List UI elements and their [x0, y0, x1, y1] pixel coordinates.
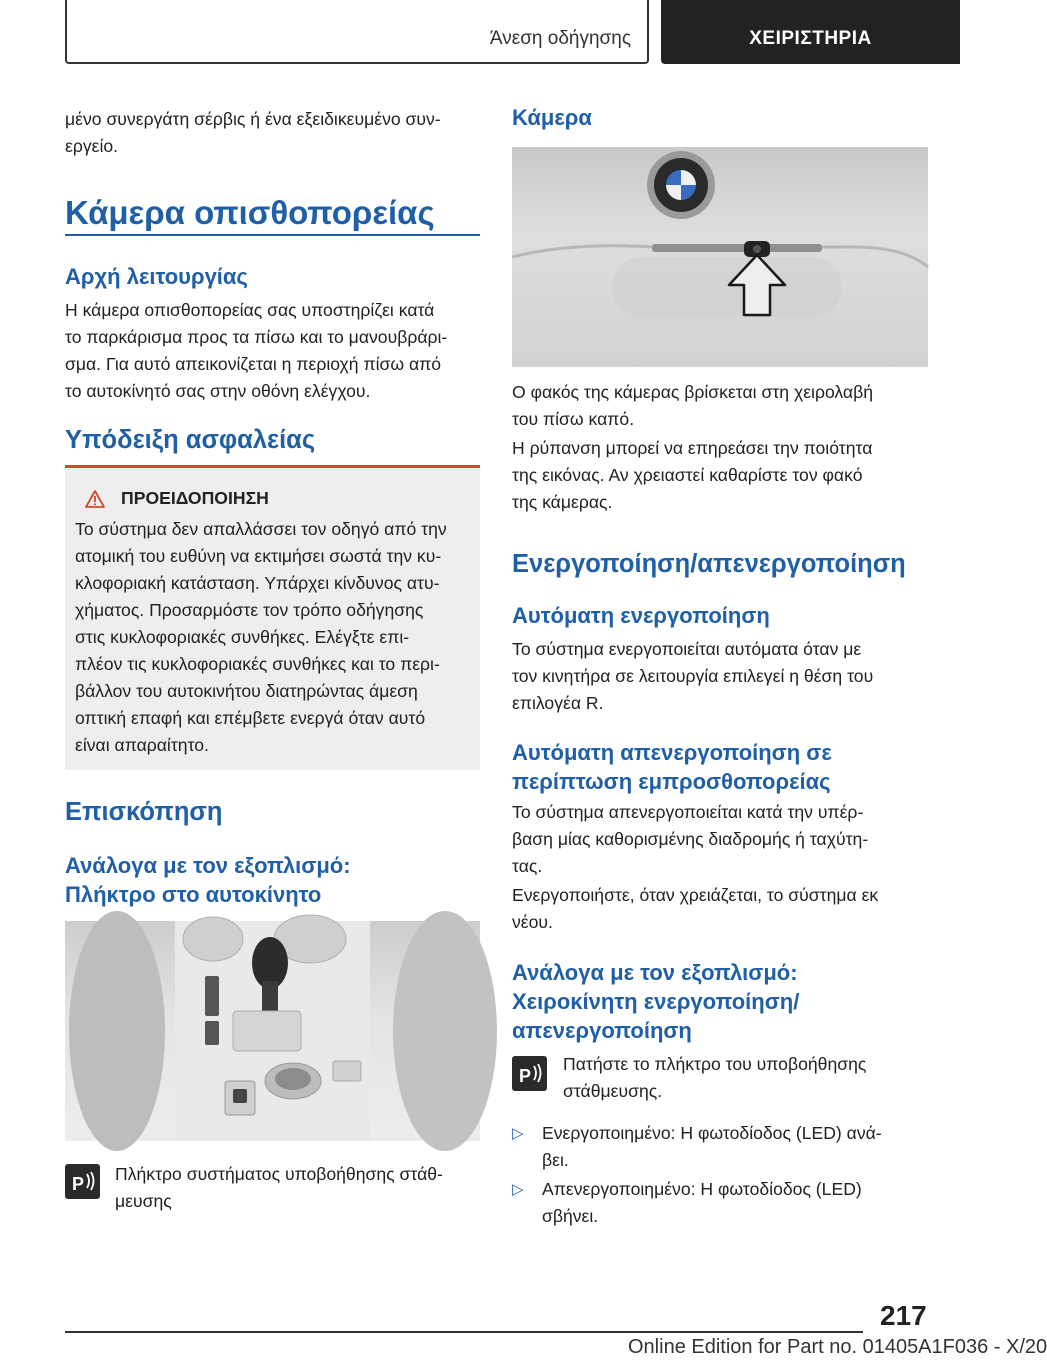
lens-text: Ο φακός της κάμερας βρίσκεται στη χειρολαβή του πίσω καπό.	[512, 382, 874, 429]
overview-heading: Επισκόπηση	[65, 798, 223, 826]
park-distance-control-icon	[512, 1056, 547, 1091]
safety-heading: Υπόδειξη ασφαλείας	[65, 426, 316, 454]
triangle-bullet-icon: ▷	[512, 1125, 524, 1142]
auto-on-heading: Αυτόματη ενεργοποίηση	[512, 603, 770, 628]
page-number: 217	[880, 1300, 927, 1331]
header-chapter-title: ΧΕΙΡΙΣΤΗΡΙΑ	[749, 28, 872, 49]
svg-text:P: P	[519, 1066, 532, 1086]
svg-text:P: P	[72, 1174, 85, 1194]
footer-divider	[65, 1331, 863, 1333]
warning-title: ΠΡΟΕΙΔΟΠΟΙΗΣΗ	[121, 488, 269, 508]
reactivate-text: Ενεργοποιήστε, όταν χρειάζεται, το σύστημα εκ νέου.	[512, 885, 879, 932]
list-item	[512, 1176, 928, 1230]
tailgate-camera-photo	[512, 147, 928, 367]
park-distance-control-icon	[65, 1164, 100, 1199]
warning-text: Το σύστημα δεν απαλλάσσει τον οδηγό από την ατομική του ευθύνη να εκτιμήσει σωστά την κυ- κλοφοριακή κατάσταση. Υπάρχει κίνδυνος ατυ- χήματος. Προσαρμόστε τον τρόπο οδήγησης στις κυκλοφοριακές συνθήκες. Ελέγξτε επι- πλέον τις κυκλοφοριακές συνθήκες και το περι- βάλλον του αυτοκινήτου διατηρώντας άμεση οπτική επαφή και επέμβετε ενεργά όταν αυτό είναι απαραίτητο.	[75, 519, 447, 755]
manual-heading: Ανάλογα με τον εξοπλισμό: Χειροκίνητη ενεργοποίηση/ απενεργοποίηση	[512, 960, 800, 1043]
intro-text: μένο συνεργάτη σέρβις ή ένα εξειδικευμένο συν- εργείο.	[65, 109, 441, 156]
press-button-text: Πατήστε το πλήκτρο του υποβοήθησης στάθμευσης.	[563, 1054, 867, 1101]
header-section-tab	[65, 0, 649, 64]
principle-text: Η κάμερα οπισθοπορείας σας υποστηρίζει κατά το παρκάρισμα προς τα πίσω και το μανουβράρι- σμα. Για αυτό απεικονίζεται η περιοχή πίσω από το αυτοκίνητό σας στην οθόνη ελέγχου.	[65, 300, 448, 401]
button-caption: Πλήκτρο συστήματος υποβοήθησης στάθ- μευσης	[115, 1164, 443, 1211]
auto-off-heading: Αυτόματη απενεργοποίηση σε περίπτωση εμπροσθοπορείας	[512, 740, 832, 794]
equipment-heading: Ανάλογα με τον εξοπλισμό: Πλήκτρο στο αυτοκίνητο	[65, 853, 351, 907]
dirt-text: Η ρύπανση μπορεί να επηρεάσει την ποιότητα της εικόνας. Αν χρειαστεί καθαρίστε τον φακό της κάμερας.	[512, 438, 873, 512]
triangle-bullet-icon: ▷	[512, 1181, 524, 1198]
auto-off-text: Το σύστημα απενεργοποιείται κατά την υπέρ- βαση μίας καθορισμένης διαδρομής ή ταχύτη- τας.	[512, 802, 869, 876]
bullet-text: Απενεργοποιημένο: Η φωτοδίοδος (LED) σβήνει.	[542, 1179, 862, 1226]
title-divider	[65, 234, 480, 236]
footer-edition: Online Edition for Part no. 01405A1F036 - X/20	[628, 1336, 1047, 1358]
principle-heading: Αρχή λειτουργίας	[65, 264, 248, 289]
activation-heading: Ενεργοποίηση/απενεργοποίηση	[512, 550, 906, 578]
warning-triangle-icon	[85, 490, 105, 508]
auto-on-text: Το σύστημα ενεργοποιείται αυτόματα όταν με τον κινητήρα σε λειτουργία επιλεγεί η θέση του επιλογέα R.	[512, 639, 874, 713]
list-item	[512, 1120, 928, 1174]
warning-box	[65, 468, 480, 770]
bullet-text: Ενεργοποιημένο: Η φωτοδίοδος (LED) ανά- βει.	[542, 1123, 882, 1170]
header-chapter-tab	[661, 0, 960, 64]
camera-heading: Κάμερα	[512, 105, 592, 130]
center-console-photo	[65, 921, 480, 1141]
warning-title-row	[85, 488, 480, 509]
page-title: Κάμερα οπισθοπορείας	[65, 194, 435, 231]
header-section-title: Άνεση οδήγησης	[489, 28, 631, 49]
